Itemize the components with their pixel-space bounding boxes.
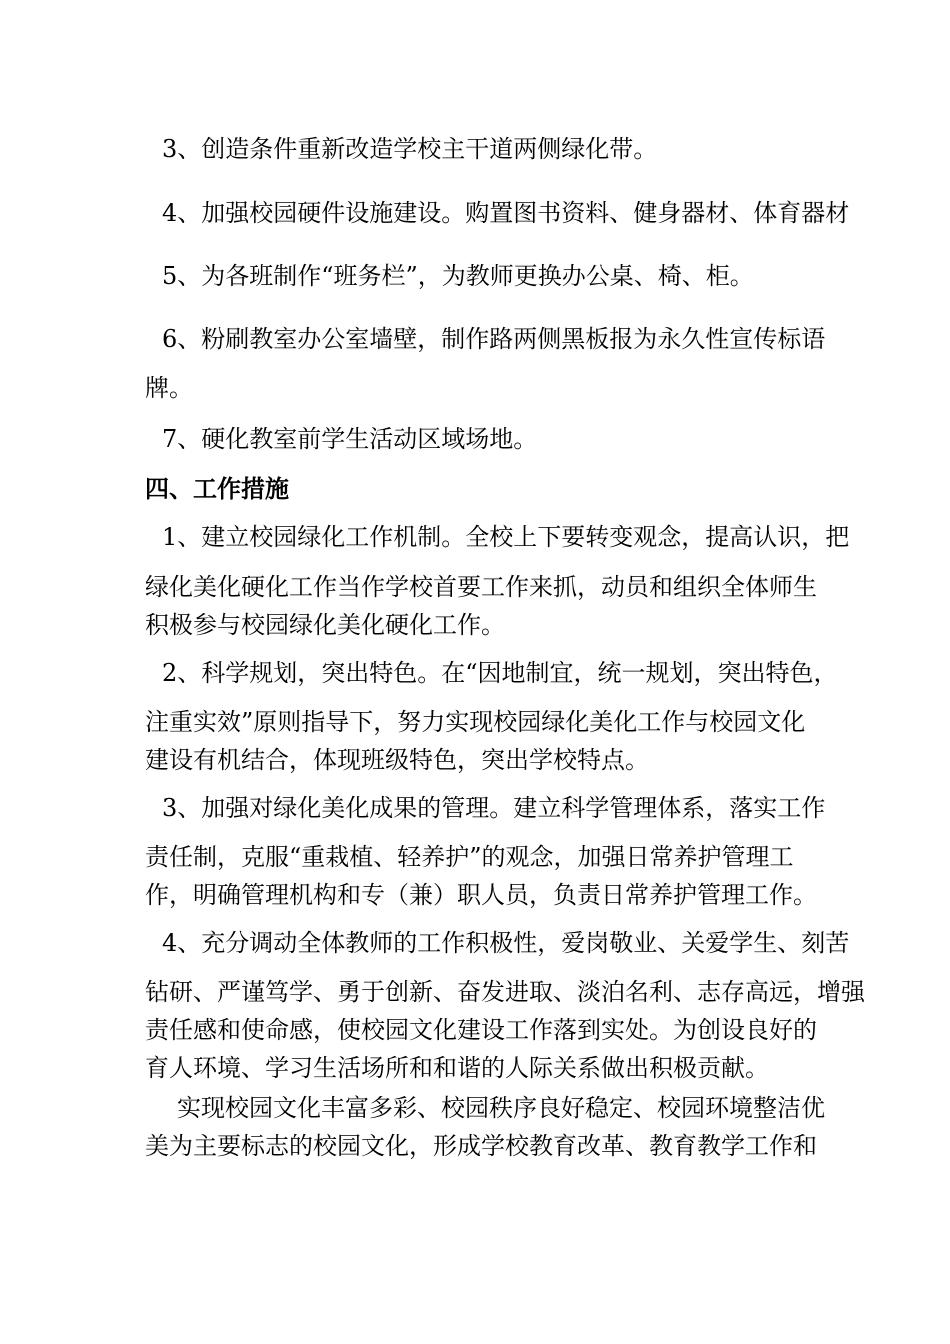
measure-2-text-line2: 注重实效”原则指导下，努力实现校园绿化美化工作与校园文化 [145, 708, 806, 736]
measure-4-text-line2: 钻研、严谨笃学、勇于创新、奋发进取、淡泊名利、志存高远，增强 [145, 978, 865, 1006]
item-7-text: 7、硬化教室前学生活动区域场地。 [162, 425, 538, 453]
measure-3-text-line3: 作，明确管理机构和专（兼）职人员，负责日常养护管理工作。 [145, 881, 817, 909]
item-6-text: 6、粉刷教室办公室墙壁，制作路两侧黑板报为永久性宣传标语 [162, 325, 826, 353]
measure-1-text-line3: 积极参与校园绿化美化硬化工作。 [145, 611, 505, 639]
measure-3-text-line2: 责任制，克服“重栽植、轻养护”的观念，加强日常养护管理工 [145, 843, 794, 871]
measure-4-text-line3: 责任感和使命感，使校园文化建设工作落到实处。为创设良好的 [145, 1016, 817, 1044]
closing-paragraph-text: 实现校园文化丰富多彩、校园秩序良好稳定、校园环境整洁优 [177, 1094, 825, 1122]
item-4-text: 4、加强校园硬件设施建设。购置图书资料、健身器材、体育器材 [162, 199, 850, 227]
closing-paragraph-text-line2: 美为主要标志的校园文化，形成学校教育改革、教育教学工作和 [145, 1132, 817, 1160]
section-heading: 四、工作措施 [145, 475, 289, 503]
item-6-continuation: 牌。 [145, 374, 193, 402]
measure-2-text-line3: 建设有机结合，体现班级特色，突出学校特点。 [145, 746, 649, 774]
measure-1-text: 1、建立校园绿化工作机制。全校上下要转变观念，提高认识，把 [162, 523, 850, 551]
measure-2-text: 2、科学规划，突出特色。在“因地制宜，统一规划，突出特色， [162, 659, 838, 687]
item-3-text: 3、创造条件重新改造学校主干道两侧绿化带。 [162, 135, 658, 163]
measure-3-text: 3、加强对绿化美化成果的管理。建立科学管理体系，落实工作 [162, 794, 826, 822]
measure-4-text: 4、充分调动全体教师的工作积极性，爱岗敬业、关爱学生、刻苦 [162, 929, 850, 957]
measure-1-text-line2: 绿化美化硬化工作当作学校首要工作来抓，动员和组织全体师生 [145, 573, 817, 601]
item-5-text: 5、为各班制作“班务栏”，为教师更换办公桌、椅、柜。 [162, 262, 754, 290]
measure-4-text-line4: 育人环境、学习生活场所和和谐的人际关系做出积极贡献。 [145, 1054, 769, 1082]
